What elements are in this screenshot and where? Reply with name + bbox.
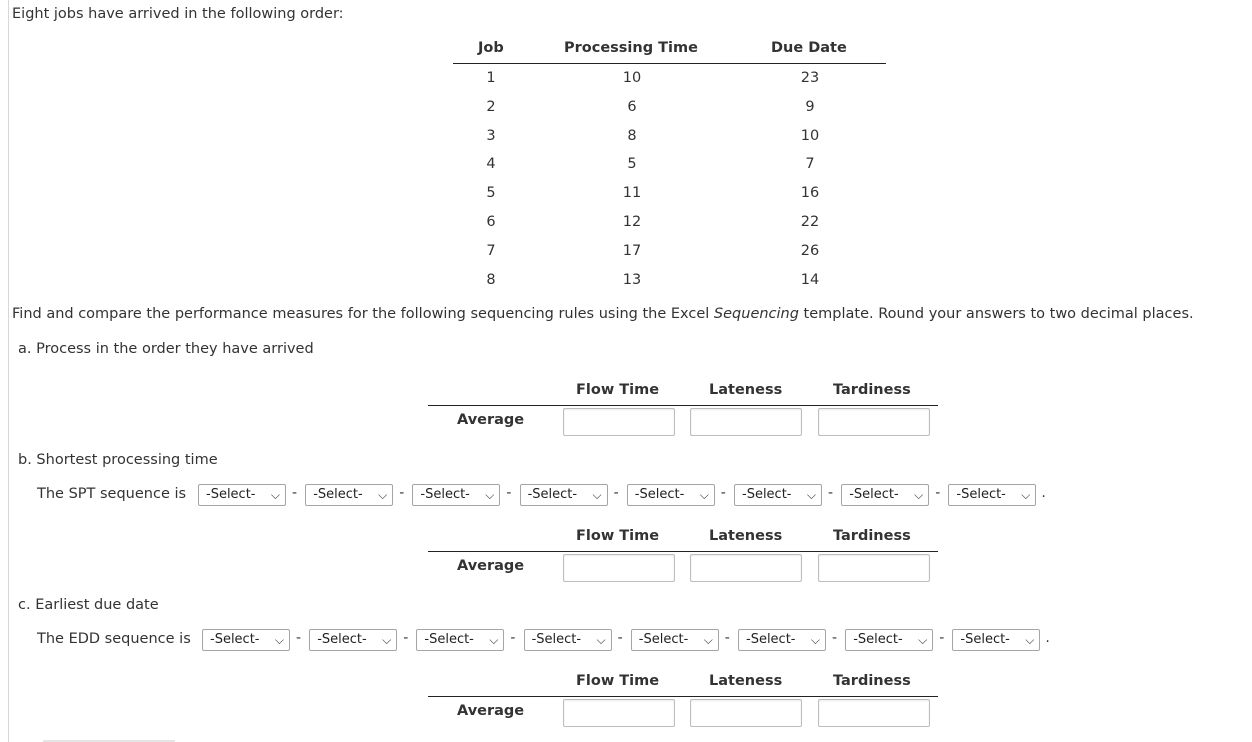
measures-header-rule	[428, 405, 938, 406]
average-label: Average	[457, 558, 525, 574]
table-cell: 14	[800, 271, 820, 288]
edd-position-8-select[interactable]	[952, 629, 1040, 651]
sequence-separator: -	[399, 485, 405, 501]
chevron-down-icon: ⌵	[806, 488, 816, 502]
table-cell: 6	[486, 214, 496, 230]
chevron-down-icon: ⌵	[485, 488, 495, 502]
instructions-italic: Sequencing	[713, 306, 799, 322]
table-cell: 4	[486, 156, 496, 173]
table-cell: 6	[627, 98, 637, 115]
chevron-down-icon: ⌵	[1021, 488, 1031, 502]
select-value: -Select-	[317, 632, 367, 647]
table-cell: 7	[805, 156, 815, 173]
measure-header-tardiness: Tardiness	[833, 382, 911, 398]
part-a-label: a. Process in the order they have arrived	[18, 341, 314, 357]
chevron-down-icon: ⌵	[489, 633, 499, 647]
spt-position-7-select[interactable]	[841, 484, 929, 506]
chevron-down-icon: ⌵	[918, 633, 928, 647]
measures-header-rule	[428, 696, 938, 697]
table-cell: 8	[486, 271, 496, 288]
spt-position-8-select[interactable]	[948, 484, 1036, 506]
sequence-separator: -	[403, 630, 409, 646]
average-label: Average	[457, 703, 525, 719]
average-lateness-input-b[interactable]	[690, 554, 802, 582]
chevron-down-icon: ⌵	[596, 633, 606, 647]
sequence-separator: -	[617, 630, 623, 646]
average-label: Average	[457, 412, 525, 428]
select-value: -Select-	[849, 487, 899, 502]
spt-position-6-select[interactable]	[734, 484, 822, 506]
sequence-separator: -	[935, 485, 941, 501]
chevron-down-icon: ⌵	[270, 488, 280, 502]
select-value: -Select-	[206, 487, 256, 502]
select-value: -Select-	[527, 487, 578, 502]
sequence-end: .	[1045, 630, 1050, 646]
intro-text: Eight jobs have arrived in the following order:	[12, 6, 344, 22]
average-tardiness-input-b[interactable]	[818, 554, 930, 582]
select-value: -Select-	[424, 632, 474, 647]
sequence-separator: -	[510, 630, 516, 646]
measure-header-flow-time: Flow Time	[576, 673, 660, 689]
sequence-separator: -	[506, 485, 512, 501]
part-c-label: c. Earliest due date	[18, 597, 159, 613]
spt-sequence-label: The SPT sequence is	[37, 486, 187, 502]
select-value: -Select-	[746, 632, 796, 647]
edd-sequence-label: The EDD sequence is	[37, 631, 191, 647]
table-cell: 23	[800, 70, 820, 86]
table-cell: 7	[486, 242, 496, 259]
sequence-separator: -	[939, 630, 945, 646]
table-cell: 9	[805, 98, 815, 115]
table-cell: 10	[800, 127, 820, 144]
select-value: -Select-	[960, 632, 1010, 647]
chevron-down-icon: ⌵	[274, 633, 284, 647]
table-cell: 12	[622, 214, 642, 230]
measure-header-lateness: Lateness	[709, 528, 783, 544]
edd-position-6-select[interactable]	[738, 629, 826, 651]
average-flow-time-input-b[interactable]	[563, 554, 675, 582]
edd-position-2-select[interactable]	[309, 629, 397, 651]
table-cell: 17	[622, 242, 642, 259]
select-value: -Select-	[313, 487, 363, 502]
table-cell: 8	[627, 127, 637, 144]
table-cell: 11	[622, 185, 642, 202]
measure-header-flow-time: Flow Time	[576, 528, 660, 544]
table-cell: 16	[800, 185, 820, 202]
measure-header-tardiness: Tardiness	[833, 528, 911, 544]
sequence-separator: -	[832, 630, 838, 646]
instructions	[12, 306, 1194, 322]
edd-position-1-select[interactable]	[202, 629, 290, 651]
sequence-separator: -	[292, 485, 298, 501]
average-lateness-input-c[interactable]	[690, 699, 802, 727]
measure-header-flow-time: Flow Time	[576, 382, 660, 398]
select-value: -Select-	[742, 487, 792, 502]
instructions-text: Find and compare the performance measures for the following sequencing rules using the Excel	[12, 306, 714, 322]
table-cell: 2	[486, 98, 496, 115]
measure-header-tardiness: Tardiness	[833, 673, 911, 689]
sequence-separator: -	[724, 630, 730, 646]
edd-position-3-select[interactable]	[416, 629, 504, 651]
table-cell: 1	[486, 70, 496, 86]
measure-header-lateness: Lateness	[709, 382, 783, 398]
select-value: -Select-	[420, 487, 470, 502]
average-tardiness-input-c[interactable]	[818, 699, 930, 727]
table-cell: 22	[800, 214, 820, 230]
select-value: -Select-	[956, 487, 1006, 502]
select-value: -Select-	[853, 632, 903, 647]
average-flow-time-input-c[interactable]	[563, 699, 675, 727]
chevron-down-icon: ⌵	[703, 633, 713, 647]
select-value: -Select-	[531, 632, 582, 647]
edd-position-7-select[interactable]	[845, 629, 933, 651]
col-header-job: Job	[478, 40, 504, 56]
spt-position-1-select[interactable]	[198, 484, 286, 506]
edd-position-5-select[interactable]	[631, 629, 719, 651]
table-cell: 10	[622, 70, 642, 86]
sequence-separator: -	[720, 485, 726, 501]
select-value: -Select-	[634, 487, 685, 502]
chevron-down-icon: ⌵	[382, 633, 392, 647]
spt-position-2-select[interactable]	[305, 484, 393, 506]
table-cell: 5	[486, 185, 496, 202]
chevron-down-icon: ⌵	[914, 488, 924, 502]
select-value: -Select-	[638, 632, 689, 647]
sequence-separator: -	[828, 485, 834, 501]
table-cell: 26	[800, 242, 820, 259]
chevron-down-icon: ⌵	[810, 633, 820, 647]
average-flow-time-input-a[interactable]	[563, 408, 675, 436]
chevron-down-icon: ⌵	[592, 488, 602, 502]
average-lateness-input-a[interactable]	[690, 408, 802, 436]
chevron-down-icon: ⌵	[1025, 633, 1035, 647]
spt-position-3-select[interactable]	[412, 484, 500, 506]
measures-header-rule	[428, 551, 938, 552]
edd-position-4-select[interactable]	[524, 629, 612, 651]
table-cell: 5	[627, 156, 637, 173]
table-cell: 13	[622, 271, 642, 288]
part-b-label: b. Shortest processing time	[18, 452, 218, 468]
left-border	[8, 0, 9, 742]
sequence-end: .	[1041, 485, 1046, 501]
table-header-rule	[453, 63, 886, 64]
chevron-down-icon: ⌵	[378, 488, 388, 502]
instructions-text-end: template. Round your answers to two decimal places.	[798, 306, 1194, 322]
average-tardiness-input-a[interactable]	[818, 408, 930, 436]
spt-position-4-select[interactable]	[520, 484, 608, 506]
table-cell: 3	[486, 127, 496, 144]
sequence-separator: -	[613, 485, 619, 501]
spt-position-5-select[interactable]	[627, 484, 715, 506]
sequence-separator: -	[296, 630, 302, 646]
select-value: -Select-	[210, 632, 260, 647]
chevron-down-icon: ⌵	[699, 488, 709, 502]
measure-header-lateness: Lateness	[709, 673, 783, 689]
col-header-processing-time: Processing Time	[564, 40, 698, 56]
col-header-due-date: Due Date	[771, 40, 847, 56]
